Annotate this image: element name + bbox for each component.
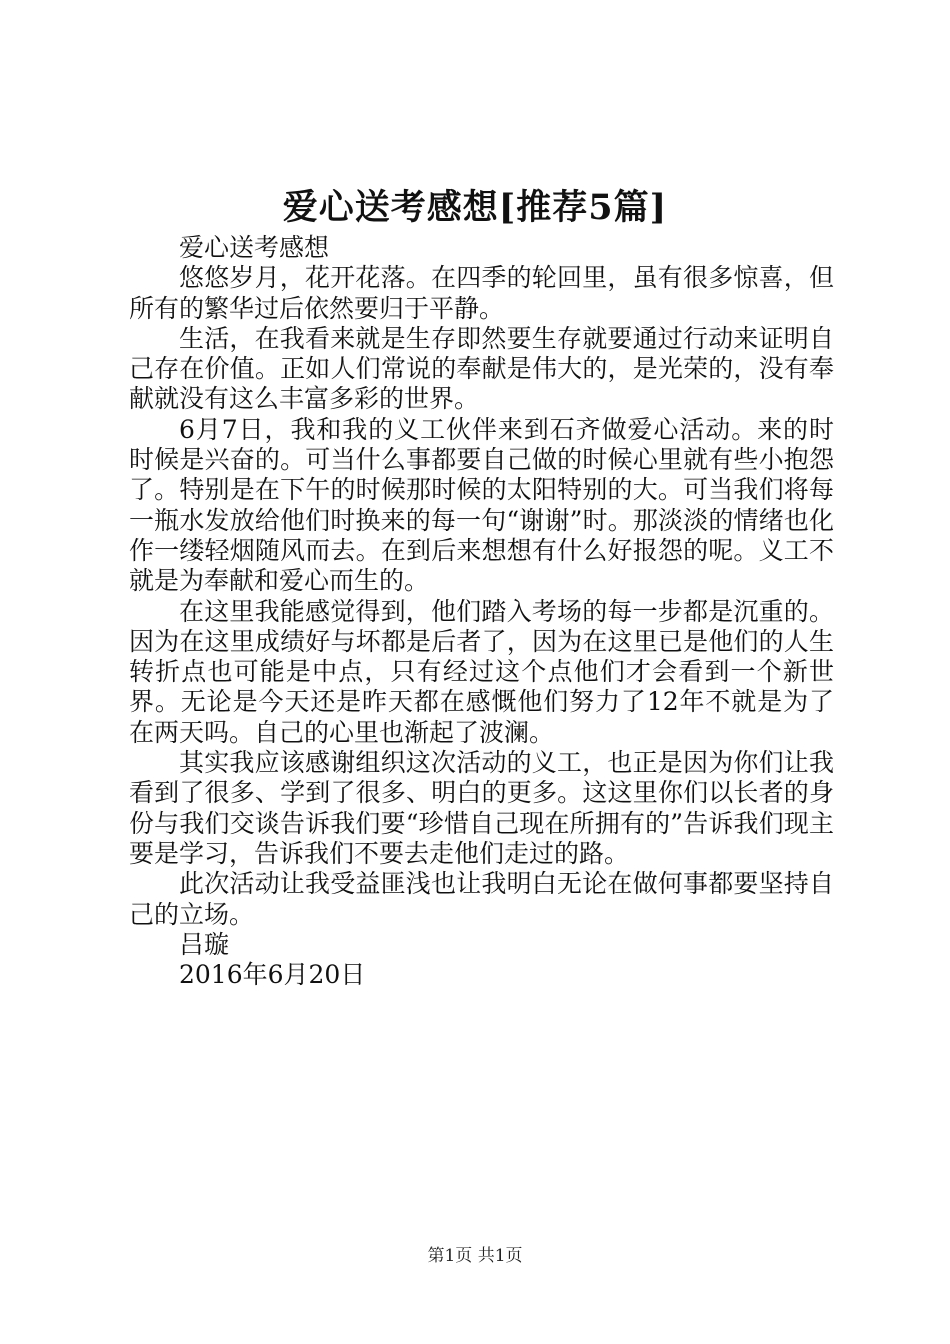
body-paragraph: 在这里我能感觉得到，他们踏入考场的每一步都是沉重的。因为在这里成绩好与坏都是后者了，因为在这里已是他们的人生转折点也可能是中点，只有经过这个点他们才会看到一个新世界。无论是今天还是昨天都在感慨他们努力了12年不就是为了在两天吗。自己的心里也渐起了波澜。	[129, 596, 834, 747]
body-paragraph: 生活，在我看来就是生存即然要生存就要通过行动来证明自己存在价值。正如人们常说的奉献是伟大的，是光荣的，没有奉献就没有这么丰富多彩的世界。	[129, 323, 834, 414]
body-paragraph: 6月7日，我和我的义工伙伴来到石齐做爱心活动。来的时时候是兴奋的。可当什么事都要自己做的时候心里就有些小抱怨了。特别是在下午的时候那时候的太阳特别的大。可当我们将每一瓶水发放给他们时换来的每一句“谢谢”时。那淡淡的情绪也化作一缕轻烟随风而去。在到后来想想有什么好报怨的呢。义工不就是为奉献和爱心而生的。	[129, 414, 834, 596]
document-title: 爱心送考感想[推荐5篇]	[282, 187, 668, 228]
author-name: 吕璇	[179, 929, 230, 959]
page-number-footer: 第1页 共1页	[427, 1246, 523, 1266]
body-paragraph: 此次活动让我受益匪浅也让我明白无论在做何事都要坚持自己的立场。	[129, 869, 834, 929]
document-body	[129, 233, 834, 990]
subtitle-paragraph: 爱心送考感想	[179, 233, 330, 262]
body-paragraph: 其实我应该感谢组织这次活动的义工，也正是因为你们让我看到了很多、学到了很多、明白的更多。这这里你们以长者的身份与我们交谈告诉我们要“珍惜自己现在所拥有的”告诉我们现主要是学习，告诉我们不要去走他们走过的路。	[129, 748, 834, 868]
body-paragraph: 悠悠岁月，花开花落。在四季的轮回里，虽有很多惊喜，但所有的繁华过后依然要归于平静。	[129, 263, 834, 323]
document-date: 2016年6月20日	[179, 960, 366, 990]
